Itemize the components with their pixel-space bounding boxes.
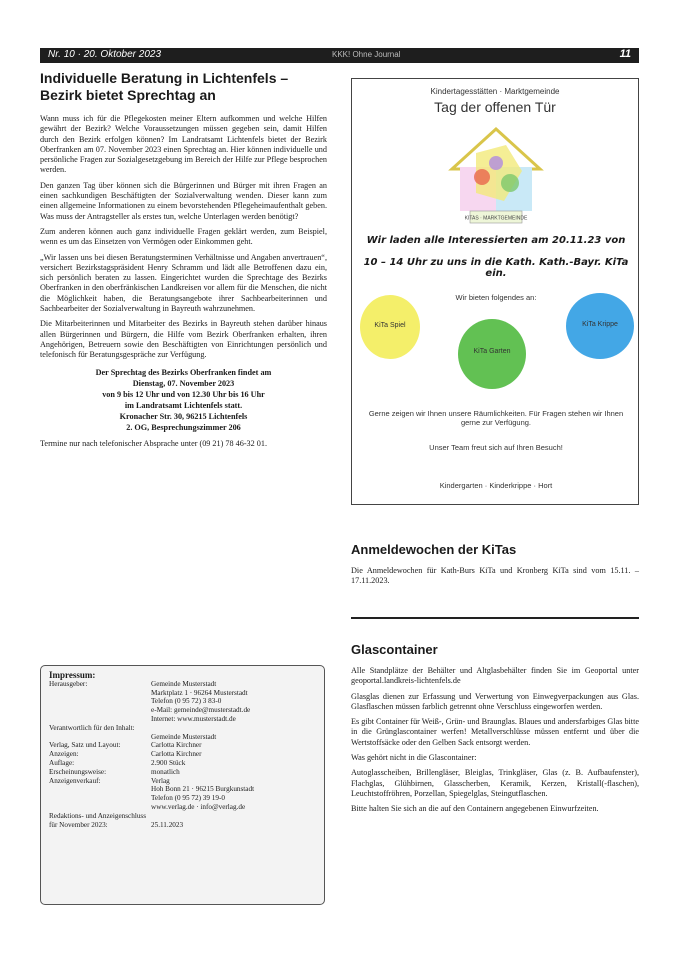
imprint-value: 2.900 Stück — [151, 758, 186, 767]
flyer-top-line: Kindertagesstätten · Marktgemeinde — [430, 87, 560, 96]
imprint-row — [49, 785, 316, 794]
page-number: 11 — [619, 48, 631, 60]
imprint-key — [49, 803, 151, 812]
imprint-value: Gemeinde Musterstadt — [151, 732, 217, 741]
imprint-value: Gemeinde Musterstadt — [151, 679, 217, 688]
imprint-row — [49, 750, 316, 759]
imprint-value: www.verlag.de · info@verlag.de — [151, 802, 246, 811]
article-glas — [351, 642, 639, 820]
imprint-key — [49, 697, 151, 706]
sprechtag-highlight — [40, 367, 327, 433]
circle-yellow-label: KiTa Spiel — [374, 321, 406, 329]
house-figure-green — [501, 174, 519, 192]
imprint-key: Herausgeber: — [49, 679, 88, 688]
section-divider — [351, 617, 639, 619]
flyer-note-1: Gerne zeigen wir Ihnen unsere Räumlichkeiten. Für Fragen stehen wir Ihnen gerne zur Verfügung. — [368, 409, 624, 427]
imprint-value: Marktplatz 1 · 96264 Musterstadt — [151, 688, 248, 697]
imprint-row — [49, 803, 316, 812]
imprint-key: Auflage: — [49, 758, 75, 767]
imprint-value: 25.11.2023 — [151, 820, 184, 829]
invitation-line-2: 10 – 14 Uhr zu uns in die Kath. Kath.-Bayr. KiTa ein. — [363, 257, 629, 279]
highlight-line: Dienstag, 07. November 2023 — [132, 378, 235, 388]
article-beratung-title: Individuelle Beratung in Lichtenfels – Bezirk bietet Sprechtag an — [40, 70, 289, 103]
highlight-line: im Landratsamt Lichtenfels statt. — [124, 400, 243, 410]
circle-green-label: KiTa Garten — [473, 348, 511, 356]
imprint-row — [49, 768, 316, 777]
imprint-key: Verantwortlich für den Inhalt: — [49, 723, 135, 732]
imprint-value: Carlotta Kirchner — [151, 750, 202, 759]
circle-yellow — [360, 295, 420, 359]
imprint-key: Anzeigenverkauf: — [49, 776, 101, 785]
imprint-value: Internet: www.musterstadt.de — [151, 714, 236, 723]
imprint-value: monatlich — [151, 767, 180, 776]
paragraph: Alle Standplätze der Behälter und Altglasbehälter finden Sie im Geoportal unter geoportal.landkreis-lichtenfels.de — [351, 666, 639, 686]
paragraph: Wann muss ich für die Pflegekosten meiner Eltern aufkommen und welche Hilfen gewährt der Bezirk? Welche Voraussetzungen müssen gegeben sein, damit Hilfen durch den Bezirk erfolgen können? Im Landratsamt Lichtenfels bietet der Bezirk Oberfranken am 07. November 2023 einen Sprechtag an. Hier können individuelle und persönliche Fragen zur Sozialgesetzgebung im Bereich der Hilfe zur Pflege besprochen werden. — [40, 114, 327, 175]
imprint-row — [49, 777, 316, 786]
paragraph: Es gibt Container für Weiß-, Grün- und Braunglas. Blaues und andersfarbiges Glas bitte in die Grünglascontainer werfen! Metallverschlüsse müssen entfernt und über die Wertstoffsäcke oder den Gelben Sack entsorgt werden. — [351, 717, 639, 747]
paragraph: Die Mitarbeiterinnen und Mitarbeiter des Bezirks in Bayreuth stehen darüber hinaus allen Bürgerinnen und Bürgern, die Hilfe vom Bezirk Oberfranken erhalten, ihren Angehörigen, Betreuern sowie den Beschäftigten von Einrichtungen persönlich und telefonisch für Beratungsgespräche zur Verfügung. — [40, 319, 327, 360]
imprint-key: Verlag, Satz und Layout: — [49, 741, 121, 750]
imprint-value: Telefon (0 95 72) 3 83-0 — [151, 697, 222, 706]
highlight-line: von 9 bis 12 Uhr und von 12.30 Uhr bis 16 Uhr — [102, 389, 265, 399]
imprint-row — [49, 812, 316, 821]
paragraph: Autoglasscheiben, Brillengläser, Bleiglas, Trinkgläser, Glas (z. B. Aufbaufenster), Flachglas, Glühbirnen, Glasscherben, Keramik, Kerzen, Kristall(-flaschen), Leuchtstoffröhren, Porzellan, Spiegelglas, Steingutflaschen. — [351, 768, 639, 798]
house-sign-text: KITAS · MARKTGEMEINDE — [464, 215, 528, 222]
highlight-line: 2. OG, Besprechungszimmer 206 — [126, 422, 241, 432]
paragraph: Zum anderen können auch ganz individuelle Fragen geklärt werden, zum Beispiel, wenn es um das Einsetzen von Vermögen oder Einkommen geht. — [40, 226, 327, 247]
imprint-row — [49, 759, 316, 768]
article-anmelde-title: Anmeldewochen der KiTas — [351, 542, 517, 557]
circle-blue — [566, 293, 634, 359]
imprint-value: Carlotta Kirchner — [151, 741, 202, 750]
page-header-bar — [40, 48, 639, 63]
imprint-key — [49, 794, 151, 803]
issue-label: Nr. 10 · 20. Oktober 2023 — [48, 49, 162, 60]
article-beratung — [40, 70, 327, 454]
imprint-key: Anzeigen: — [49, 750, 79, 759]
closing-paragraph: Termine nur nach telefonischer Absprache unter (09 21) 78 46-32 01. — [40, 438, 268, 448]
imprint-row — [49, 724, 316, 733]
imprint-value: e-Mail: gemeinde@musterstadt.de — [151, 706, 251, 715]
flyer-footer: Kindergarten · Kinderkrippe · Hort — [439, 481, 553, 490]
circle-green — [458, 319, 526, 389]
imprint-value: Telefon (0 95 72) 39 19-0 — [151, 794, 225, 803]
imprint-key — [49, 706, 151, 715]
imprint-key: Redaktions- und Anzeigenschluss — [49, 811, 147, 820]
imprint-key — [49, 785, 151, 794]
imprint-row — [49, 733, 316, 742]
imprint-rows — [49, 680, 316, 830]
highlight-line: Kronacher Str. 30, 96215 Lichtenfels — [119, 411, 248, 421]
imprint-row — [49, 794, 316, 803]
flyer-title: Tag der offenen Tür — [434, 99, 556, 115]
imprint-key — [49, 715, 151, 724]
imprint-value — [151, 724, 316, 733]
circles-heading: Wir bieten folgendes an: — [455, 293, 537, 302]
imprint-key: für November 2023: — [49, 820, 108, 829]
imprint-box — [40, 665, 325, 905]
imprint-row — [49, 706, 316, 715]
paragraph: „Wir lassen uns bei diesen Beratungsterminen Verhältnisse und Angaben anvertrauen“, versichert Bezirkstagspräsident Henry Schramm und lädt alle Betroffenen dazu ein, sich persönlich beraten zu lassen. Eingerichtet wurden die Sprechtage des Bezirks Oberfranken in den oberfränkischen Landkreisen vor allem für die Menschen, die nicht die Möglichkeit haben, die Beratungsangebote ihrer Sachbearbeiterinnen und Sachbearbeiter der Sozialverwaltung in Bayreuth wahrzunehmen. — [40, 252, 327, 314]
imprint-key: Erscheinungsweise: — [49, 767, 107, 776]
imprint-value — [151, 812, 316, 821]
house-illustration — [446, 123, 546, 227]
flyer-note-2: Unser Team freut sich auf Ihren Besuch! — [429, 443, 563, 452]
kita-flyer — [351, 78, 639, 505]
imprint-row — [49, 821, 316, 830]
paragraph: Glasglas dienen zur Erfassung und Verwertung von Einwegverpackungen aus Glas. Glasflaschen müssen farblich getrennt ohne Verschluss eingeworfen werden. — [351, 691, 639, 711]
highlight-line: Der Sprechtag des Bezirks Oberfranken findet am — [95, 367, 272, 377]
article-anmelde-text: Die Anmeldewochen für Kath-Burs KiTa und Kronberg KiTa sind vom 15.11. – 17.11.2023. — [351, 566, 639, 586]
imprint-row — [49, 697, 316, 706]
circle-blue-label: KiTa Krippe — [582, 320, 618, 328]
invitation-line-1: Wir laden alle Interessierten am 20.11.23 von — [366, 235, 626, 246]
imprint-title: Impressum: — [49, 670, 96, 680]
imprint-row — [49, 689, 316, 698]
imprint-key — [49, 733, 151, 742]
paragraph: Bitte halten Sie sich an die auf den Containern angegebenen Einwurfzeiten. — [351, 804, 599, 814]
imprint-key — [49, 689, 151, 698]
imprint-value: Verlag — [151, 776, 170, 785]
article-anmelde — [351, 542, 639, 592]
paragraph: Den ganzen Tag über können sich die Bürgerinnen und Bürger mit ihren Fragen an einen sachkundigen Beschäftigten der Sozialverwaltung wenden. Dieser kann zum einen allgemeine Informationen zu einem bevorstehenden Pflegeheimaufenthalt geben. Was muss der Antragsteller als erstes tun, welche Unterlagen werden benötigt? — [40, 180, 327, 221]
imprint-row — [49, 680, 316, 689]
house-figure-red — [474, 169, 490, 185]
imprint-row — [49, 715, 316, 724]
article-glas-title: Glascontainer — [351, 642, 438, 657]
paragraph: Was gehört nicht in die Glascontainer: — [351, 753, 477, 763]
house-figure-purple — [489, 156, 503, 170]
imprint-value: Hoh Bonn 21 · 96215 Burgkunstadt — [151, 785, 255, 794]
publication-name: KKK! Ohne Journal — [332, 50, 401, 59]
imprint-row — [49, 741, 316, 750]
